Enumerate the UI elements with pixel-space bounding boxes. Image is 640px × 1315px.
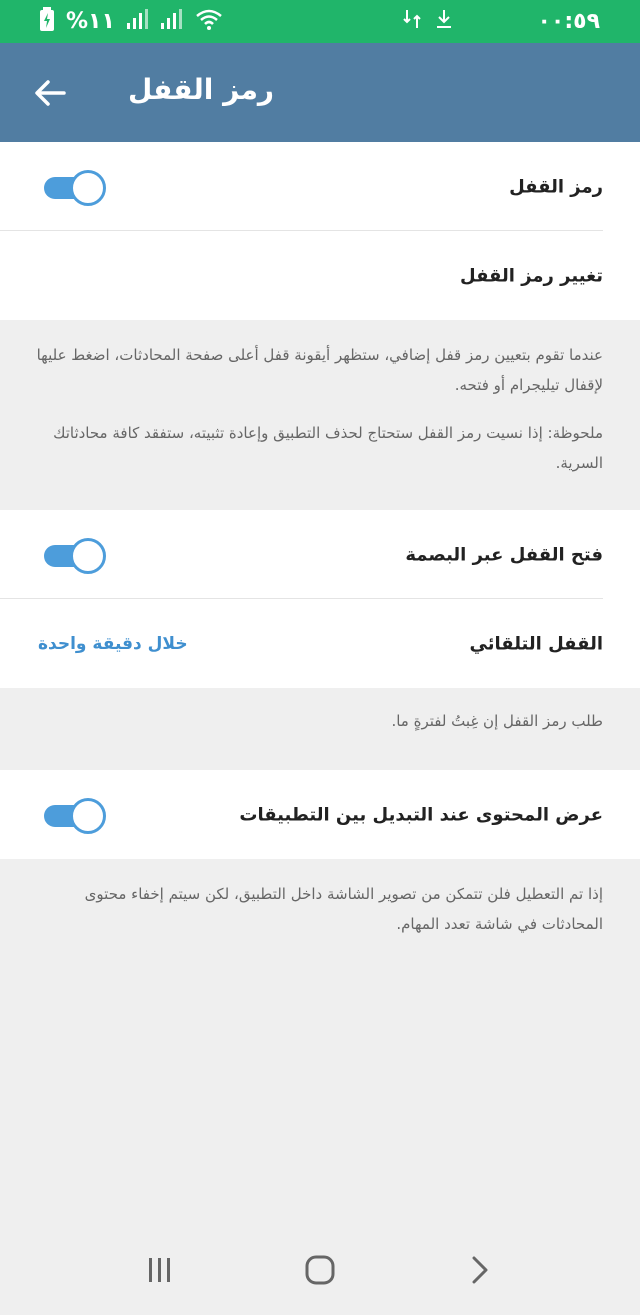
section-lock-options [0,510,640,688]
toggle-knob [70,538,106,574]
status-left [40,7,223,37]
wifi-icon [195,8,223,36]
page-title: رمز القفل [128,73,275,106]
info-show-content-text: إذا تم التعطيل فلن تتمكن من تصوير الشاشة داخل التطبيق، لكن سيتم إخفاء محتوى المحادثات في شاشة تعدد المهام. [84,885,603,933]
passcode-label: رمز القفل [509,176,603,197]
show-content-label: عرض المحتوى عند التبديل بين التطبيقات [239,804,603,825]
status-right [403,8,600,36]
passcode-row[interactable] [0,142,640,231]
show-content-row[interactable] [0,770,640,859]
autolock-row[interactable] [0,599,640,688]
signal-icon [127,9,149,35]
change-passcode-row[interactable] [0,231,640,320]
back-nav-button[interactable] [450,1240,510,1300]
status-bar [0,0,640,43]
signal-2-icon [161,9,183,35]
passcode-toggle[interactable] [44,169,106,205]
fingerprint-label: فتح القفل عبر البصمة [405,544,603,565]
info-passcode [0,320,640,510]
autolock-value: خلال دقيقة واحدة [38,633,188,654]
chevron-right-icon [470,1255,490,1285]
info-passcode-text-1: عندما تقوم بتعيين رمز قفل إضافي، ستظهر أيقونة قفل أعلى صفحة المحادثات، اضغط عليها لإقفال تيليجرام أو فتحه. [36,346,603,394]
change-passcode-label: تغيير رمز القفل [460,265,603,286]
home-button[interactable] [290,1240,350,1300]
battery-percent: %١١ [66,9,115,34]
recent-apps-icon [146,1257,174,1283]
status-time: ٠٠:٥٩ [537,9,600,34]
toggle-knob [70,170,106,206]
app-bar [0,43,640,142]
info-show-content [0,859,640,957]
download-icon [435,8,453,36]
home-icon [305,1255,335,1285]
section-show-content [0,770,640,859]
info-passcode-text-2: ملحوظة: إذا نسيت رمز القفل ستحتاج لحذف التطبيق وإعادة تثبيته، ستفقد كافة محادثاتك السرية. [53,424,603,472]
recent-apps-button[interactable] [130,1240,190,1300]
fingerprint-row[interactable] [0,510,640,599]
section-passcode [0,142,640,320]
info-autolock-text: طلب رمز القفل إن غِبتُ لفترةٍ ما. [391,712,603,730]
back-button[interactable] [28,71,72,115]
info-autolock [0,688,640,770]
toggle-knob [70,798,106,834]
show-content-toggle[interactable] [44,797,106,833]
autolock-label: القفل التلقائي [469,633,603,654]
arrow-left-icon [34,79,66,107]
fingerprint-toggle[interactable] [44,537,106,573]
system-nav-bar [0,1225,640,1315]
data-transfer-icon [403,8,423,36]
battery-charging-icon [40,7,54,37]
